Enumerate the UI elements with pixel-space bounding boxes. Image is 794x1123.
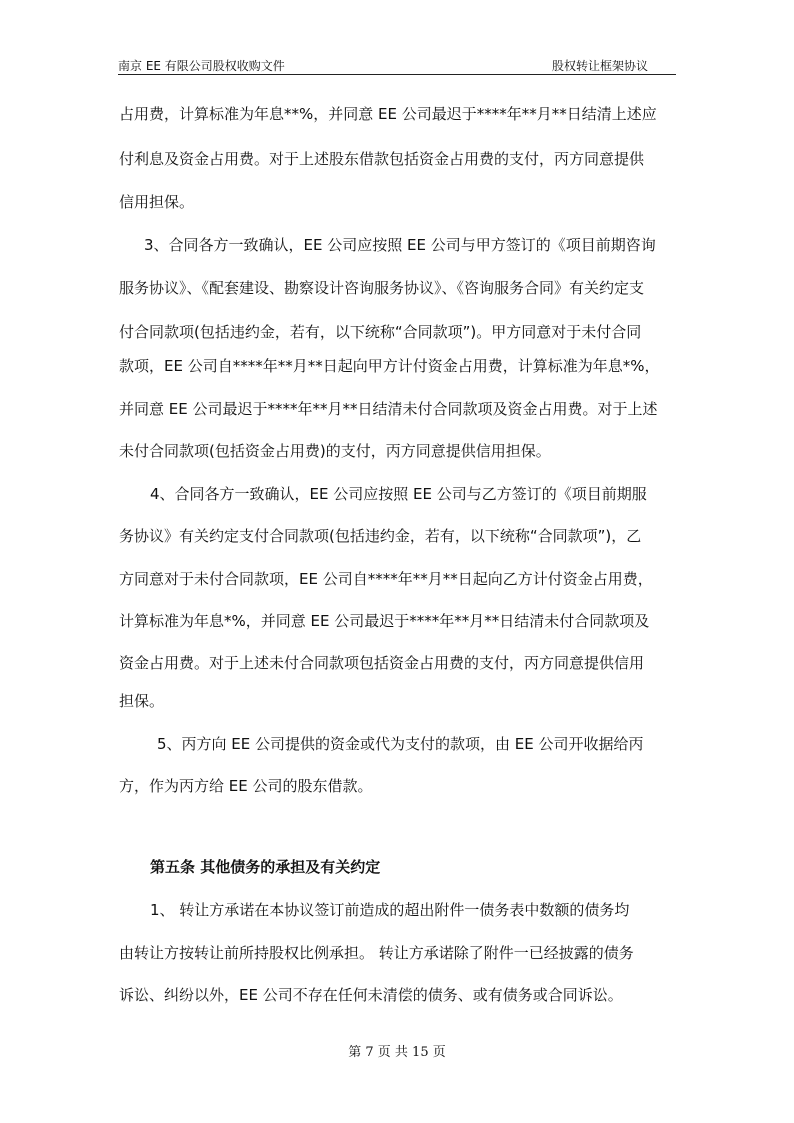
header-right-title: 股权转让框架协议 — [551, 59, 648, 73]
text-line: 担保。 — [119, 692, 165, 710]
text-line: 付利息及资金占用费。对于上述股东借款包括资金占用费的支付，丙方同意提供 — [119, 150, 645, 168]
text-line: 5、丙方向 EE 公司提供的资金或代为支付的款项，由 EE 公司开收据给丙 — [157, 735, 644, 753]
text-line: 由转让方按转让前所持股权比例承担。 转让方承诺除了附件一已经披露的债务 — [119, 944, 634, 962]
text-line: 方同意对于未付合同款项，EE 公司自****年**月**日起向乙方计付资金占用费， — [119, 570, 653, 588]
text-line: 款项，EE 公司自****年**月**日起向甲方计付资金占用费，计算标准为年息*%， — [119, 357, 660, 375]
text-line: 方，作为丙方给 EE 公司的股东借款。 — [119, 777, 373, 795]
text-line: 占用费，计算标准为年息**%，并同意 EE 公司最迟于****年**月**日结清上述应 — [119, 105, 657, 123]
text-line: 付合同款项(包括违约金，若有，以下统称“合同款项”)。甲方同意对于未付合同 — [119, 323, 642, 341]
text-line: 3、合同各方一致确认，EE 公司应按照 EE 公司与甲方签订的《项目前期咨询 — [144, 236, 656, 254]
page-number: 第 7 页 共 15 页 — [348, 1045, 446, 1060]
text-line: 计算标准为年息*%，并同意 EE 公司最迟于****年**月**日结清未付合同款项及 — [119, 612, 650, 630]
page-header — [118, 56, 676, 75]
text-line: 资金占用费。对于上述未付合同款项包括资金占用费的支付，丙方同意提供信用 — [119, 654, 645, 672]
text-line: 并同意 EE 公司最迟于****年**月**日结清未付合同款项及资金占用费。对于上述 — [119, 400, 658, 418]
text-line: 服务协议》、《配套建设、勘察设计咨询服务协议》、《咨询服务合同》有关约定支 — [119, 279, 645, 297]
text-line: 1、 转让方承诺在本协议签订前造成的超出附件一债务表中数额的债务均 — [150, 901, 630, 919]
text-line: 诉讼、纠纷以外，EE 公司不存在任何未清偿的债务、或有债务或合同诉讼。 — [119, 986, 623, 1004]
text-line: 4、合同各方一致确认，EE 公司应按照 EE 公司与乙方签订的《项目前期服 — [150, 485, 647, 503]
text-line: 务协议》有关约定支付合同款项(包括违约金，若有，以下统称“合同款项”)，乙 — [119, 527, 642, 545]
text-line: 信用担保。 — [119, 193, 195, 211]
text-line: 未付合同款项(包括资金占用费)的支付，丙方同意提供信用担保。 — [119, 442, 551, 460]
section-heading: 第五条 其他债务的承担及有关约定 — [150, 858, 381, 876]
header-left-title: 南京 EE 有限公司股权收购文件 — [118, 59, 285, 73]
